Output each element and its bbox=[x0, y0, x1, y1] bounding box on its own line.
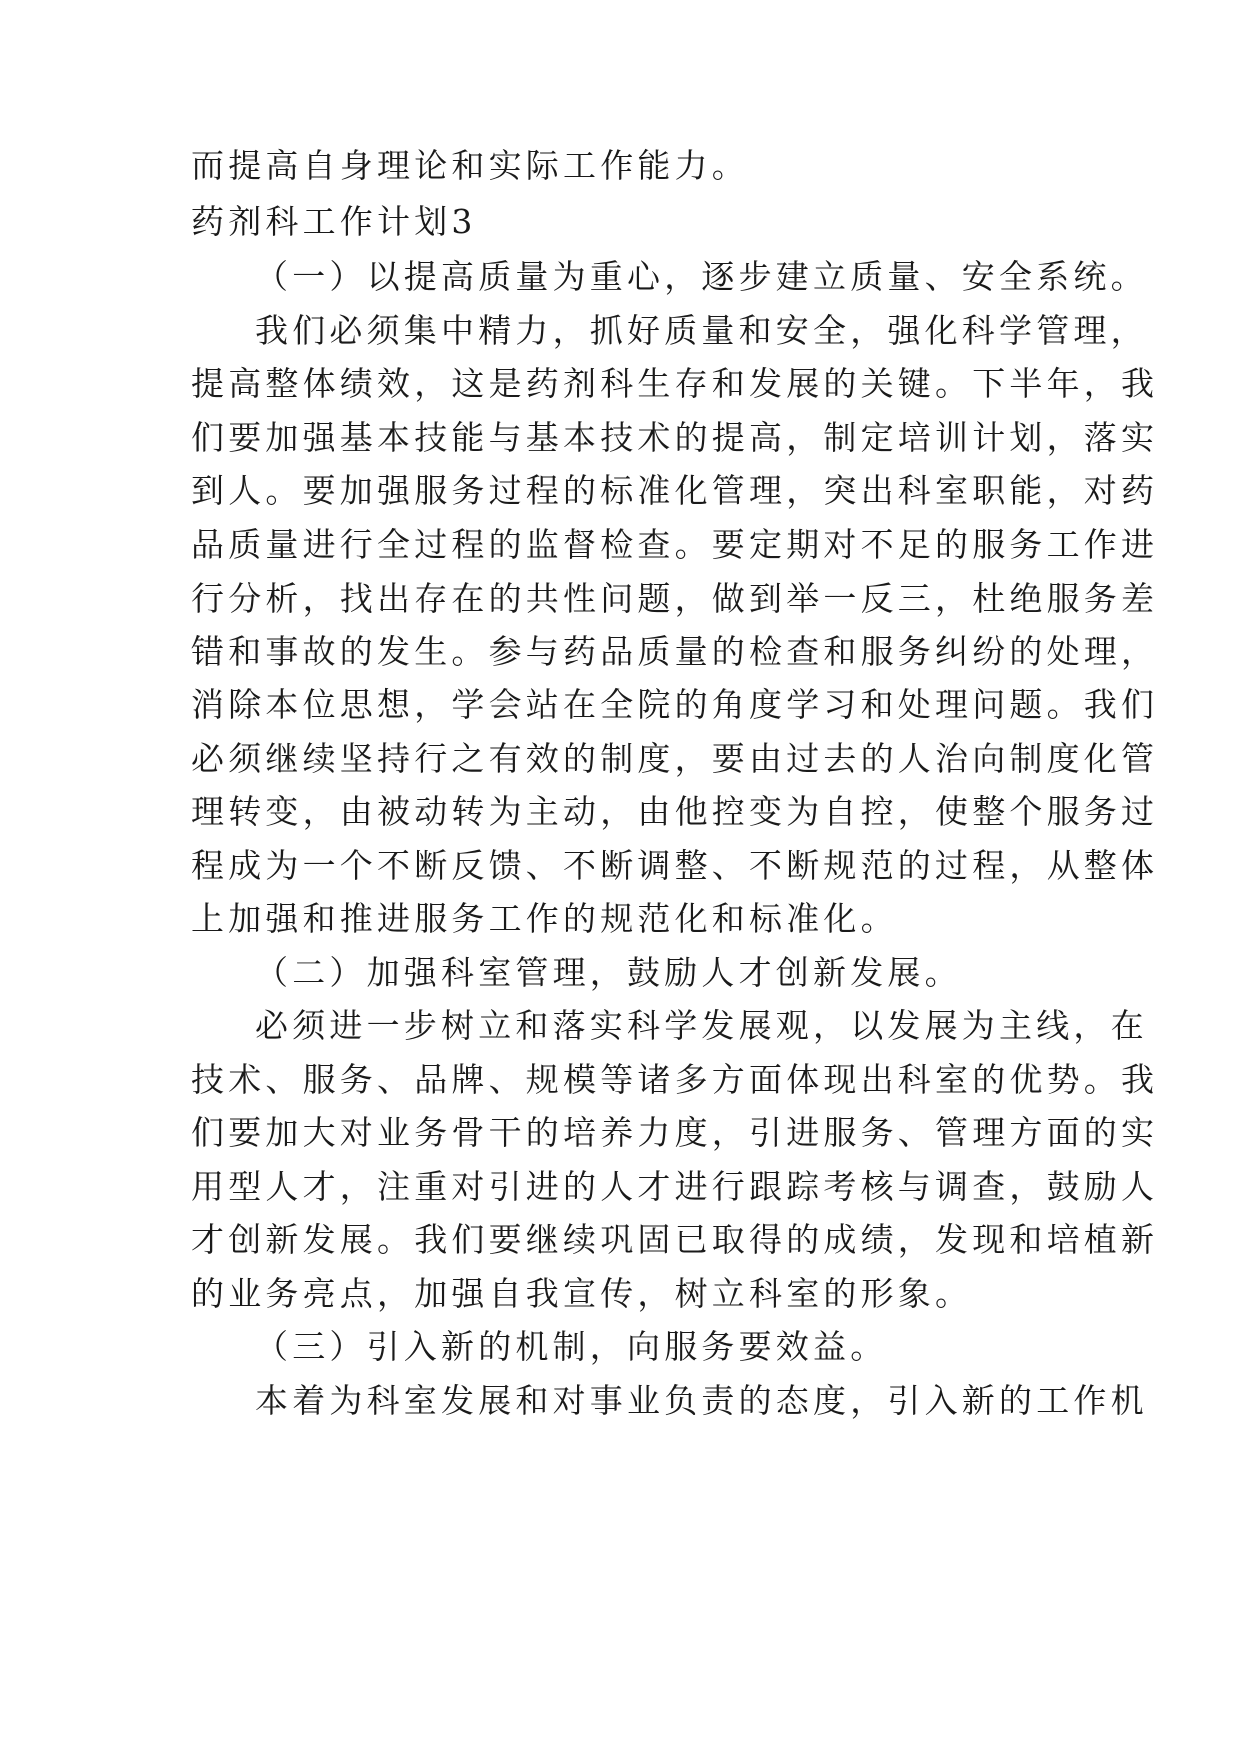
text-line-24: 本着为科室发展和对事业负责的态度，引入新的工作机 bbox=[255, 1381, 1148, 1420]
text-line-11: 消除本位思想，学会站在全院的角度学习和处理问题。我们 bbox=[191, 685, 1159, 724]
text-line-15: 上加强和推进服务工作的规范化和标准化。 bbox=[191, 899, 898, 938]
text-line-17: 必须进一步树立和落实科学发展观，以发展为主线，在 bbox=[255, 1006, 1148, 1045]
heading-1: （一）以提高质量为重心，逐步建立质量、安全系统。 bbox=[255, 257, 1148, 296]
text-line-4: 我们必须集中精力，抓好质量和安全，强化科学管理， bbox=[255, 311, 1148, 350]
text-line-7: 到人。要加强服务过程的标准化管理，突出科室职能，对药 bbox=[191, 471, 1159, 510]
text-line-5: 提高整体绩效，这是药剂科生存和发展的关键。下半年，我 bbox=[191, 364, 1159, 403]
text-line-8: 品质量进行全过程的监督检查。要定期对不足的服务工作进 bbox=[191, 525, 1159, 564]
heading-3: （三）引入新的机制，向服务要效益。 bbox=[255, 1327, 888, 1366]
text-line-12: 必须继续坚持行之有效的制度，要由过去的人治向制度化管 bbox=[191, 739, 1159, 778]
text-line-21: 才创新发展。我们要继续巩固已取得的成绩，发现和培植新 bbox=[191, 1220, 1159, 1259]
heading-2: （二）加强科室管理，鼓励人才创新发展。 bbox=[255, 953, 962, 992]
text-line-10: 错和事故的发生。参与药品质量的检查和服务纠纷的处理， bbox=[191, 632, 1159, 671]
section-title: 药剂科工作计划3 bbox=[191, 202, 477, 241]
text-line-9: 行分析，找出存在的共性问题，做到举一反三，杜绝服务差 bbox=[191, 579, 1159, 618]
text-line-14: 程成为一个不断反馈、不断调整、不断规范的过程，从整体 bbox=[191, 846, 1159, 885]
text-line-22: 的业务亮点，加强自我宣传，树立科室的形象。 bbox=[191, 1274, 973, 1313]
text-line-6: 们要加强基本技能与基本技术的提高，制定培训计划，落实 bbox=[191, 418, 1159, 457]
text-line-1: 而提高自身理论和实际工作能力。 bbox=[191, 146, 749, 185]
text-line-19: 们要加大对业务骨干的培养力度，引进服务、管理方面的实 bbox=[191, 1113, 1159, 1152]
text-line-13: 理转变，由被动转为主动，由他控变为自控，使整个服务过 bbox=[191, 792, 1159, 831]
text-line-18: 技术、服务、品牌、规模等诸多方面体现出科室的优势。我 bbox=[191, 1060, 1159, 1099]
text-line-20: 用型人才，注重对引进的人才进行跟踪考核与调查，鼓励人 bbox=[191, 1167, 1159, 1206]
